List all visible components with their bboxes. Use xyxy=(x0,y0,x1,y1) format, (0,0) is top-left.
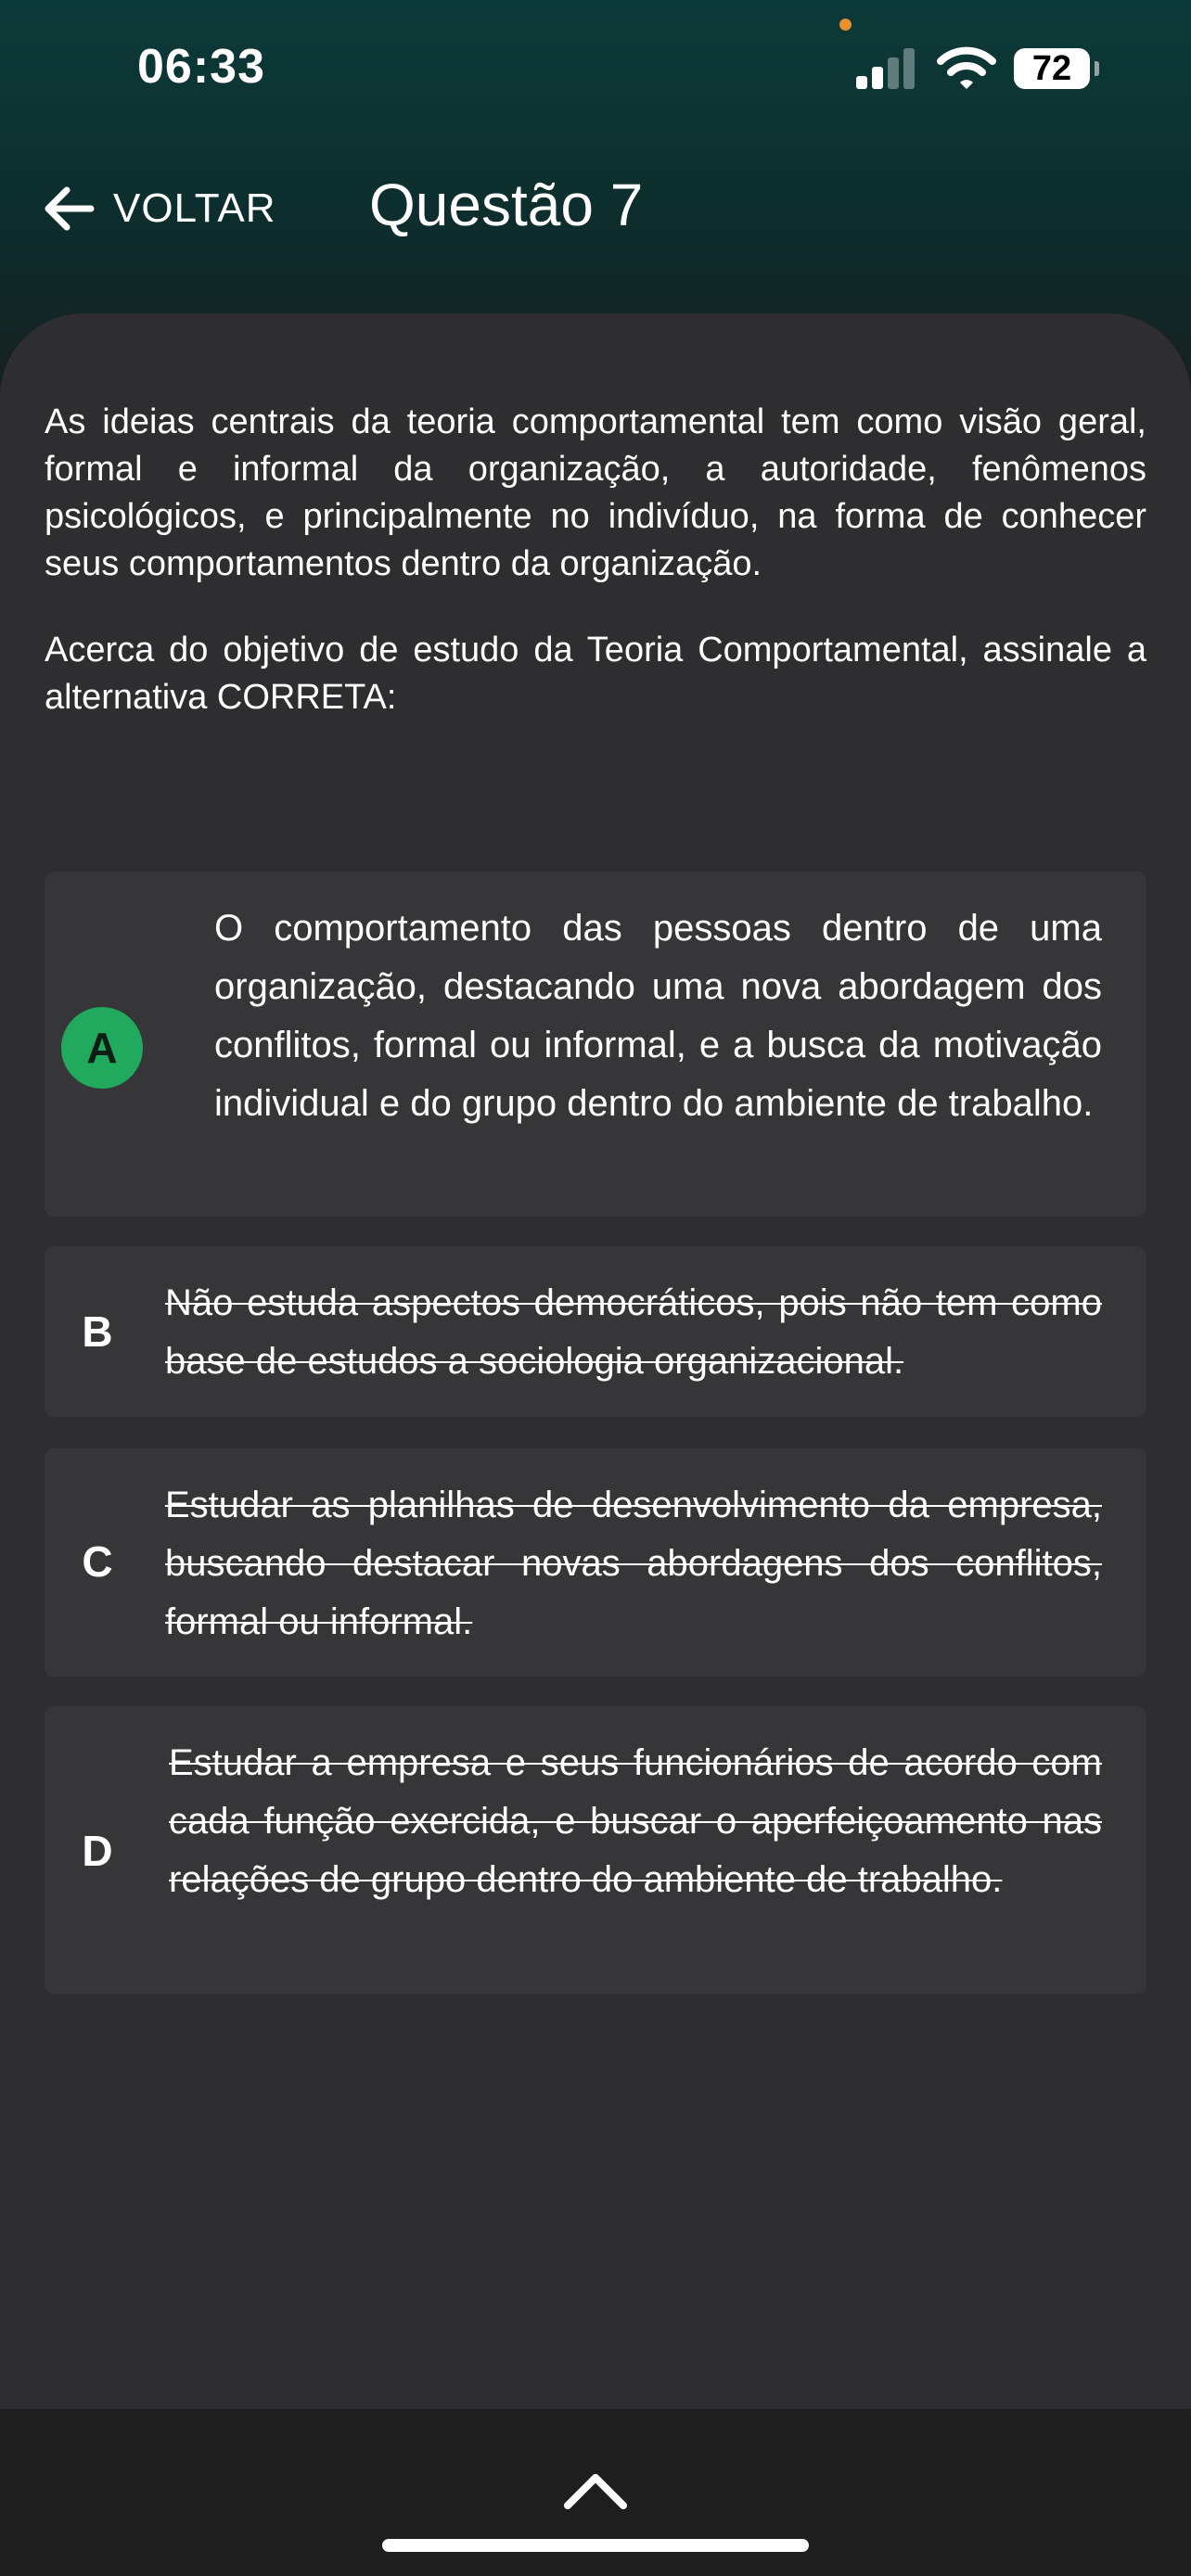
question-prompt: Acerca do objetivo de estudo da Teoria Comportamental, assinale a alternativa CORRETA: xyxy=(45,631,1146,717)
status-time: 06:33 xyxy=(137,40,265,94)
option-c[interactable] xyxy=(45,1448,1146,1677)
option-d[interactable] xyxy=(45,1706,1146,1994)
option-text: O comportamento das pessoas dentro de uma organização, destacando uma nova abordagem dos conflitos, formal ou informal, e a busca da motivação individual e do grupo dentro do ambiente de trabalho. xyxy=(214,908,1102,1124)
status-bar xyxy=(0,0,1191,139)
option-letter: B xyxy=(82,1307,113,1356)
option-b[interactable] xyxy=(45,1246,1146,1417)
option-letter: D xyxy=(82,1827,113,1875)
back-button[interactable] xyxy=(41,176,276,241)
page-title: Questão 7 xyxy=(369,172,644,238)
option-a[interactable] xyxy=(45,872,1146,1217)
back-label: VOLTAR xyxy=(113,185,276,231)
option-letter-badge: A xyxy=(61,1007,143,1089)
privacy-indicator-dot xyxy=(839,19,852,31)
home-indicator[interactable] xyxy=(382,2539,809,2552)
wifi-icon xyxy=(937,46,996,91)
arrow-left-icon xyxy=(41,181,96,236)
question-text: As ideias centrais da teoria comportamental tem como visão geral, formal e informal da organização, a autoridade, fenômenos psicológicos, e principalmente no indivíduo, na forma de conhecer seus comportamentos dentro da organização. xyxy=(45,402,1146,583)
chevron-up-icon[interactable] xyxy=(558,2463,633,2519)
cellular-signal-icon xyxy=(856,48,921,89)
option-text: Não estuda aspectos democráticos, pois não tem como base de estudos a sociologia organizacional. xyxy=(165,1282,1102,1382)
battery-icon: 72 xyxy=(1014,48,1090,89)
option-letter: C xyxy=(82,1537,113,1586)
option-text: Estudar a empresa e seus funcionários de acordo com cada função exercida, e buscar o aperfeiçoamento nas relações de grupo dentro do ambiente de trabalho. xyxy=(169,1742,1102,1900)
option-text: Estudar as planilhas de desenvolvimento da empresa, buscando destacar novas abordagens dos conflitos, formal ou informal. xyxy=(165,1485,1102,1642)
